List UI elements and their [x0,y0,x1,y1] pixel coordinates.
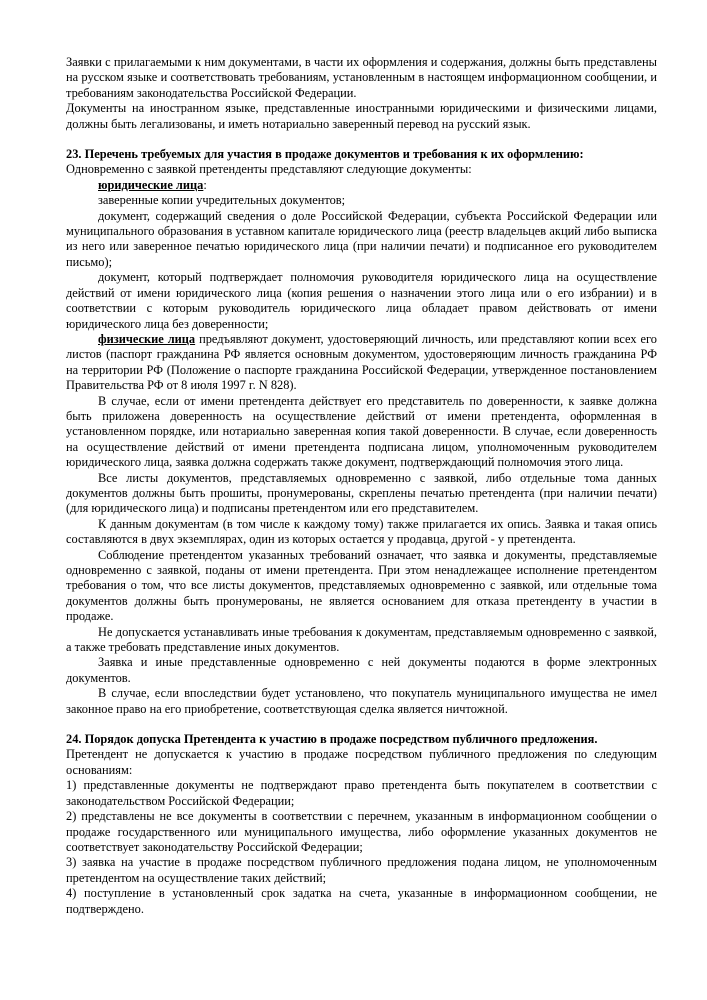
spacer [66,132,657,147]
section-23-paragraph-5: Не допускается устанавливать иные требования к документам, представляемым одновременно с заявкой, а также требовать представление иных документов. [66,624,657,655]
section-23-lead: Одновременно с заявкой претенденты представляют следующие документы: [66,162,472,177]
section-23-paragraph-3: К данным документам (в том числе к каждому тому) также прилагается их опись. Заявка и такая опись составляются в двух экземплярах, один из которых остается у продавца, другой - у претендента. [66,516,657,547]
section-23-paragraph-7: В случае, если впоследствии будет установлено, что покупатель муниципального имущества не имел законное право на его приобретение, соответствующая сделка является ничтожной. [66,686,657,716]
section-24-item-4: 4) поступление в установленный срок задатка на счета, указанные в информационном сообщении, не подтверждено. [66,886,657,916]
legal-entities-heading [66,178,657,193]
legal-item-1: заверенные копии учредительных документов; [98,193,346,208]
section-24-item-3: 3) заявка на участие в продаже посредством публичного предложения подана лицом, не уполномоченным претендентом на осуществление таких действий; [66,855,657,885]
section-23-paragraph-6: Заявка и иные представленные одновременно с ней документы подаются в форме электронных документов. [66,655,657,685]
physical-persons-text: предъявляют документ, удостоверяющий личность, или представляют копии всех его листов (паспорт гражданина РФ является основным документом, удостоверяющим личность гражданина РФ на территории РФ (Положение о паспорте гражданина Российской Федерации, утвержденное постановлением Правительства РФ от 8 июля 1997 г. N 828). [66,331,657,393]
legal-entities-label: юридические лица [98,177,204,192]
intro-paragraph-1: Заявки с прилагаемыми к ним документами, в части их оформления и содержания, должны быть представлены на русском языке и соответствовать требованиям, установленным в настоящем информационном сообщении, и требованиям законодательства Российской Федерации. [66,55,657,100]
legal-item-3: документ, который подтверждает полномочия руководителя юридического лица на осуществление действий от имени юридического лица (копия решения о назначении этого лица или о его избрании) и в соответствии с которым руководитель юридического лица обладает правом действовать от имени юридического лица без доверенности; [66,270,657,331]
section-23-title: 23. Перечень требуемых для участия в продаже документов и требования к их оформлению: [66,147,584,162]
section-23-paragraph-1: В случае, если от имени претендента действует его представитель по доверенности, к заявке должна быть приложена доверенность на осуществление действий от имени претендента, оформленная в установленном порядке, или нотариально заверенная копия такой доверенности. В случае, если доверенность на осуществление действий от имени претендента подписана лицом, уполномоченным руководителем юридического лица, заявка должна содержать также документ, подтверждающий полномочия этого лица. [66,393,657,470]
intro-paragraph-2: Документы на иностранном языке, представленные иностранными юридическими и физическими лицами, должны быть легализованы, и иметь нотариально заверенный перевод на русский язык. [66,101,657,131]
physical-persons-paragraph [66,332,657,394]
legal-entities-colon: : [203,177,207,192]
section-24-item-2: 2) представлены не все документы в соответствии с перечнем, указанным в информационном сообщении о продаже государственного или муниципального имущества, либо оформление указанных документов не соответствует законодательству Российской Федерации; [66,809,657,854]
physical-persons-label: физические лица [98,331,196,346]
section-23-paragraph-2: Все листы документов, представляемых одновременно с заявкой, либо отдельные тома данных документов должны быть прошиты, пронумерованы, скреплены печатью претендента (при наличии печати) (для юридического лица) и подписаны претендентом или его представителем. [66,470,657,516]
section-23-paragraph-4: Соблюдение претендентом указанных требований означает, что заявка и документы, представляемые одновременно с заявкой, поданы от имени претендента. При этом ненадлежащее исполнение претендентом требования о том, что все листы документов, представляемых одновременно с заявкой, или отдельные тома документов должны быть пронумерованы, не является основанием для отказа претенденту в участии в продаже. [66,547,657,624]
section-24-item-1: 1) представленные документы не подтверждают право претендента быть покупателем в соответствии с законодательством Российской Федерации; [66,778,657,808]
section-24-lead: Претендент не допускается к участию в продаже посредством публичного предложения по следующим основаниям: [66,747,657,777]
legal-item-2: документ, содержащий сведения о доле Российской Федерации, субъекта Российской Федерации или муниципального образования в уставном капитале юридического лица (реестр владельцев акций либо выписка из него или заверенное печатью юридического лица (при наличии печати) и подписанное его руководителем письмо); [66,208,657,269]
section-24-title: 24. Порядок допуска Претендента к участию в продаже посредством публичного предложения. [66,732,598,747]
spacer [66,717,657,732]
